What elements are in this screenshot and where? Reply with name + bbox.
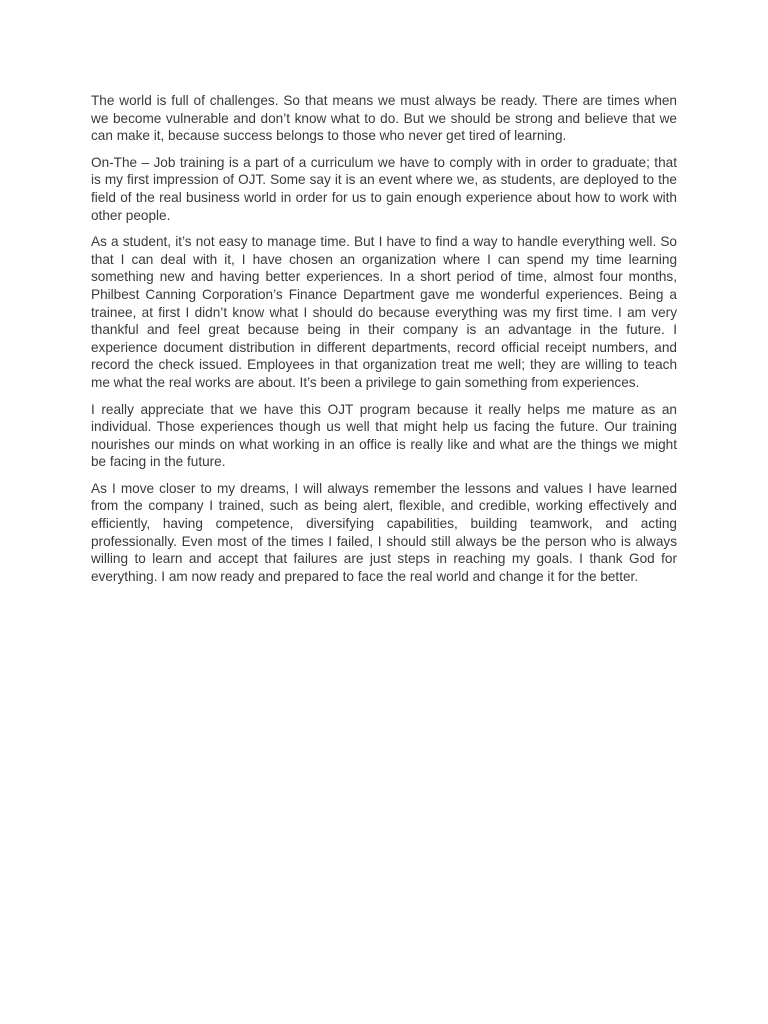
paragraph-5: As I move closer to my dreams, I will always remember the lessons and values I have learned from the company I trained, such as being alert, flexible, and credible, working effectively and efficiently, having competence, diversifying capabilities, building teamwork, and acting professionally. Even most of the times I failed, I should still always be the person who is always willing to learn and accept that failures are just steps in reaching my goals. I thank God for everything. I am now ready and prepared to face the real world and change it for the better. — [91, 480, 677, 584]
document-body — [91, 92, 677, 594]
paragraph-2: On-The – Job training is a part of a curriculum we have to comply with in order to graduate; that is my first impression of OJT. Some say it is an event where we, as students, are deployed to the field of the real business world in order for us to gain enough experience about how to work with other people. — [91, 154, 677, 223]
paragraph-3: As a student, it’s not easy to manage time. But I have to find a way to handle everything well. So that I can deal with it, I have chosen an organization where I can spend my time learning something new and having better experiences. In a short period of time, almost four months, Philbest Canning Corporation’s Finance Department gave me wonderful experiences. Being a trainee, at first I didn’t know what I should do because everything was my first time. I am very thankful and feel great because being in their company is an advantage in the future. I experience document distribution in different departments, record official receipt numbers, and record the check issued. Employees in that organization treat me well; they are willing to teach me what the real works are about. It’s been a privilege to gain something from experiences. — [91, 234, 677, 390]
paragraph-1: The world is full of challenges. So that means we must always be ready. There are times when we become vulnerable and don’t know what to do. But we should be strong and believe that we can make it, because success belongs to those who never get tired of learning. — [91, 93, 677, 144]
paragraph-4: I really appreciate that we have this OJT program because it really helps me mature as an individual. Those experiences though us well that might help us facing the future. Our training nourishes our minds on what working in an office is really like and what are the things we might be facing in the future. — [91, 401, 677, 470]
